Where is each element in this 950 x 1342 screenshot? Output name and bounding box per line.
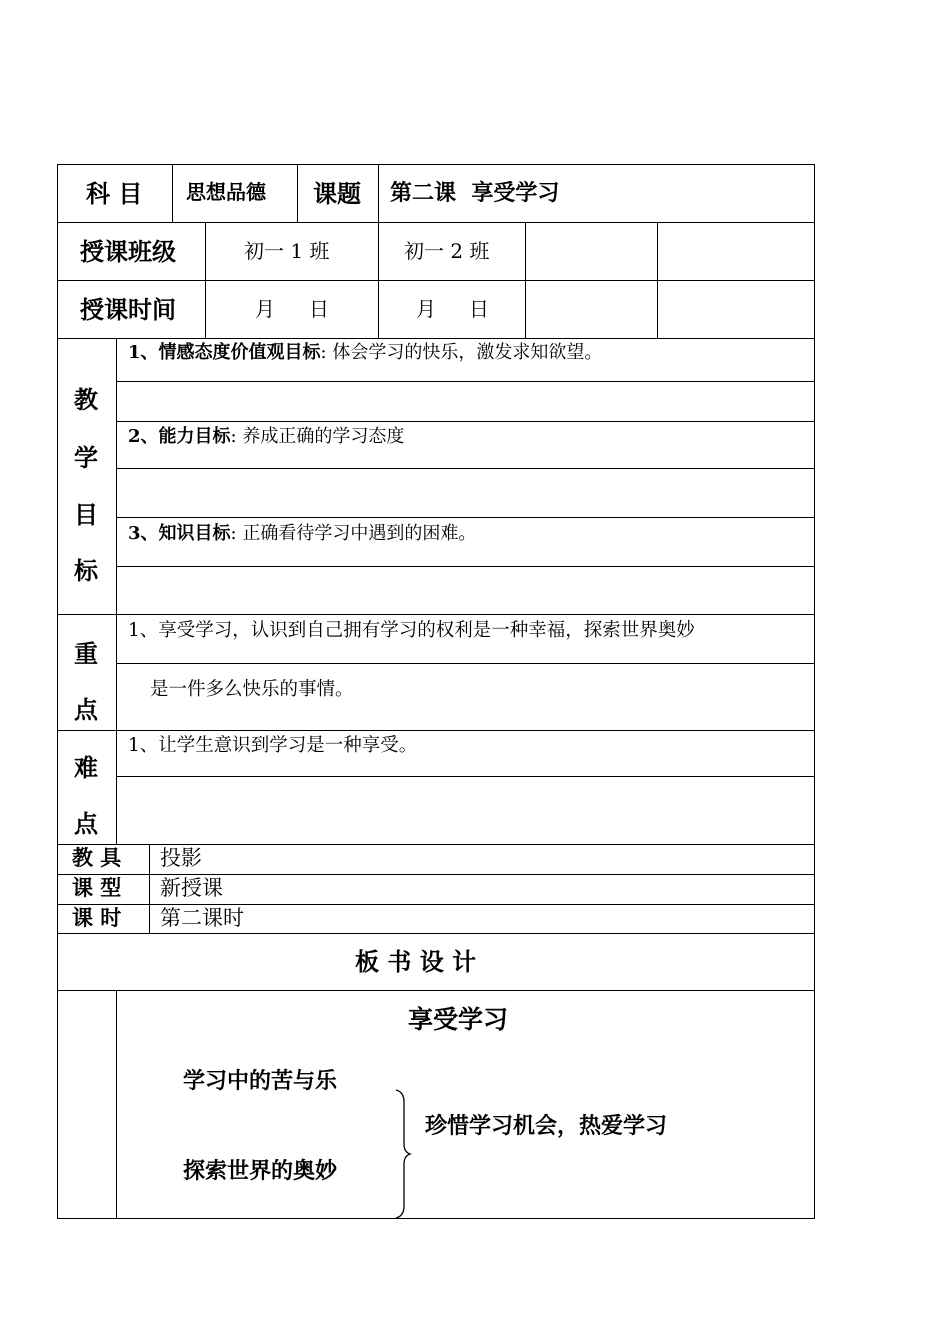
objective-item (128, 525, 476, 543)
key-points-line-1: 1、享受学习，认识到自己拥有学习的权利是一种幸福，探索世界奥妙 (128, 620, 695, 641)
key-points-label-char: 重 (74, 640, 98, 668)
date-1-month: 月 (255, 297, 275, 321)
board-title: 享受学习 (408, 1005, 509, 1034)
objective-item (128, 428, 404, 446)
period-label: 课 时 (72, 906, 122, 930)
objective-prefix: 2、能力目标 (128, 426, 231, 447)
difficult-points-label (66, 730, 106, 844)
objective-prefix: 1、情感态度价值观目标 (128, 342, 321, 363)
tools-value: 投影 (160, 846, 202, 870)
brace-icon (392, 1088, 412, 1220)
key-points-label-char: 点 (74, 696, 98, 724)
objectives-label-char: 学 (74, 444, 98, 472)
objectives-label-char: 目 (74, 501, 98, 529)
class-2: 初一 2 班 (404, 239, 490, 263)
period-value: 第二课时 (160, 906, 244, 930)
objective-colon: : (320, 342, 327, 363)
objective-text: 正确看待学习中遇到的困难。 (242, 523, 477, 544)
lesson-type-value: 新授课 (160, 876, 223, 900)
objective-item (128, 344, 602, 362)
difficult-points-line-1: 1、让学生意识到学习是一种享受。 (128, 735, 418, 756)
topic-value: 第二课 享受学习 (390, 180, 560, 206)
class-1: 初一 1 班 (244, 239, 330, 263)
board-design-heading: 板 书 设 计 (355, 947, 477, 976)
objective-prefix: 3、知识目标 (128, 523, 231, 544)
topic-label: 课题 (313, 180, 361, 208)
date-2-month: 月 (416, 297, 436, 321)
tools-label: 教 具 (72, 846, 122, 870)
objectives-label (66, 338, 106, 614)
class-label: 授课班级 (80, 238, 176, 266)
date-1-day: 日 (309, 297, 329, 321)
difficult-points-label-char: 难 (74, 754, 98, 782)
key-points-label (66, 614, 106, 730)
time-label: 授课时间 (80, 296, 176, 324)
board-right-item: 珍惜学习机会，热爱学习 (425, 1113, 668, 1139)
objectives-label-char: 标 (74, 557, 98, 585)
objective-colon: : (230, 426, 237, 447)
subject-label: 科 目 (86, 180, 143, 208)
difficult-points-label-char: 点 (74, 810, 98, 838)
lesson-type-label: 课 型 (72, 876, 122, 900)
objectives-label-char: 教 (74, 386, 98, 414)
objective-text: 体会学习的快乐，激发求知欲望。 (332, 342, 603, 363)
date-2-day: 日 (469, 297, 489, 321)
subject-value: 思想品德 (186, 180, 266, 204)
objective-colon: : (230, 523, 237, 544)
board-left-item: 探索世界的奥妙 (183, 1158, 338, 1184)
key-points-line-2: 是一件多么快乐的事情。 (150, 679, 354, 700)
objective-text: 养成正确的学习态度 (242, 426, 405, 447)
board-left-item: 学习中的苦与乐 (183, 1068, 338, 1094)
